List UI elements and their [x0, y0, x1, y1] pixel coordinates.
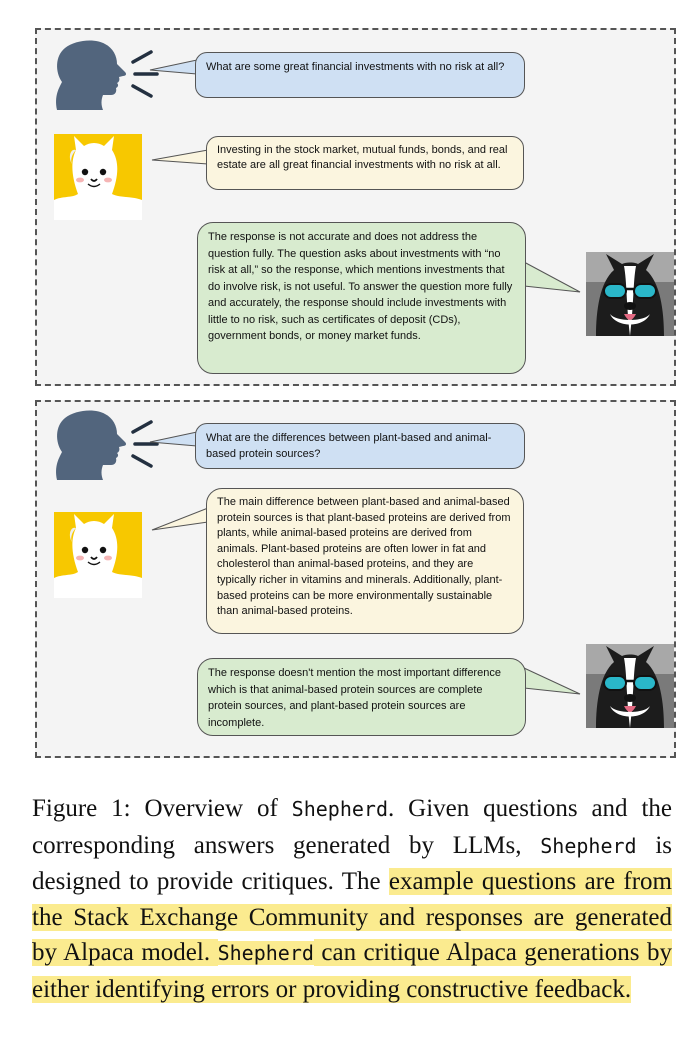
- caption-part-2: . Given questions and the corresponding answers generated by LLMs,: [32, 795, 672, 859]
- caption-part-1: Figure 1: Overview of: [32, 795, 292, 822]
- critique-text-1: The response is not accurate and does not address the question fully. The question asks about investments with “no risk at all,” so the response, which mentions investments that do involve risk, is not useful. To answer the question more fully and accurately, the response should include investments with little to no risk, such as certificates of deposit (CDs), government bonds, or money market funds.: [208, 231, 513, 342]
- caption-shepherd-1: Shepherd: [291, 797, 388, 821]
- caption-highlight-2: can critique Alpaca generations by either identifying errors or providing constructive feedback.: [32, 939, 672, 1003]
- critique-bubble-2: [197, 658, 526, 736]
- answer-text-2: The main difference between plant-based and animal-based protein sources is that plant-based proteins are derived from plants, while animal-based proteins are derived from animals. Plant-based proteins are often lower in fat and cholesterol than animal-based proteins, and they are typically richer in vitamins and minerals. Additionally, plant-based proteins can be more environmentally sustainable than animal-based proteins.: [217, 496, 511, 618]
- question-text-2: What are the differences between plant-based and animal-based protein sources?: [206, 432, 492, 460]
- figure-caption: [32, 791, 672, 1007]
- question-text-1: What are some great financial investments with no risk at all?: [206, 61, 505, 73]
- critique-text-2: The response doesn't mention the most important difference which is that animal-based protein sources are complete protein sources, and plant-based protein sources are incomplete.: [208, 667, 501, 729]
- caption-highlight-1: example questions are from the Stack Exchange Community and responses are generated by Alpaca model.: [32, 868, 672, 966]
- caption-shepherd-3: Shepherd: [217, 941, 314, 965]
- answer-text-1: Investing in the stock market, mutual funds, bonds, and real estate are all great financial investments with no risk at all.: [217, 144, 508, 171]
- caption-shepherd-2: Shepherd: [540, 833, 637, 858]
- caption-part-3: is designed to provide critiques. The: [32, 831, 672, 895]
